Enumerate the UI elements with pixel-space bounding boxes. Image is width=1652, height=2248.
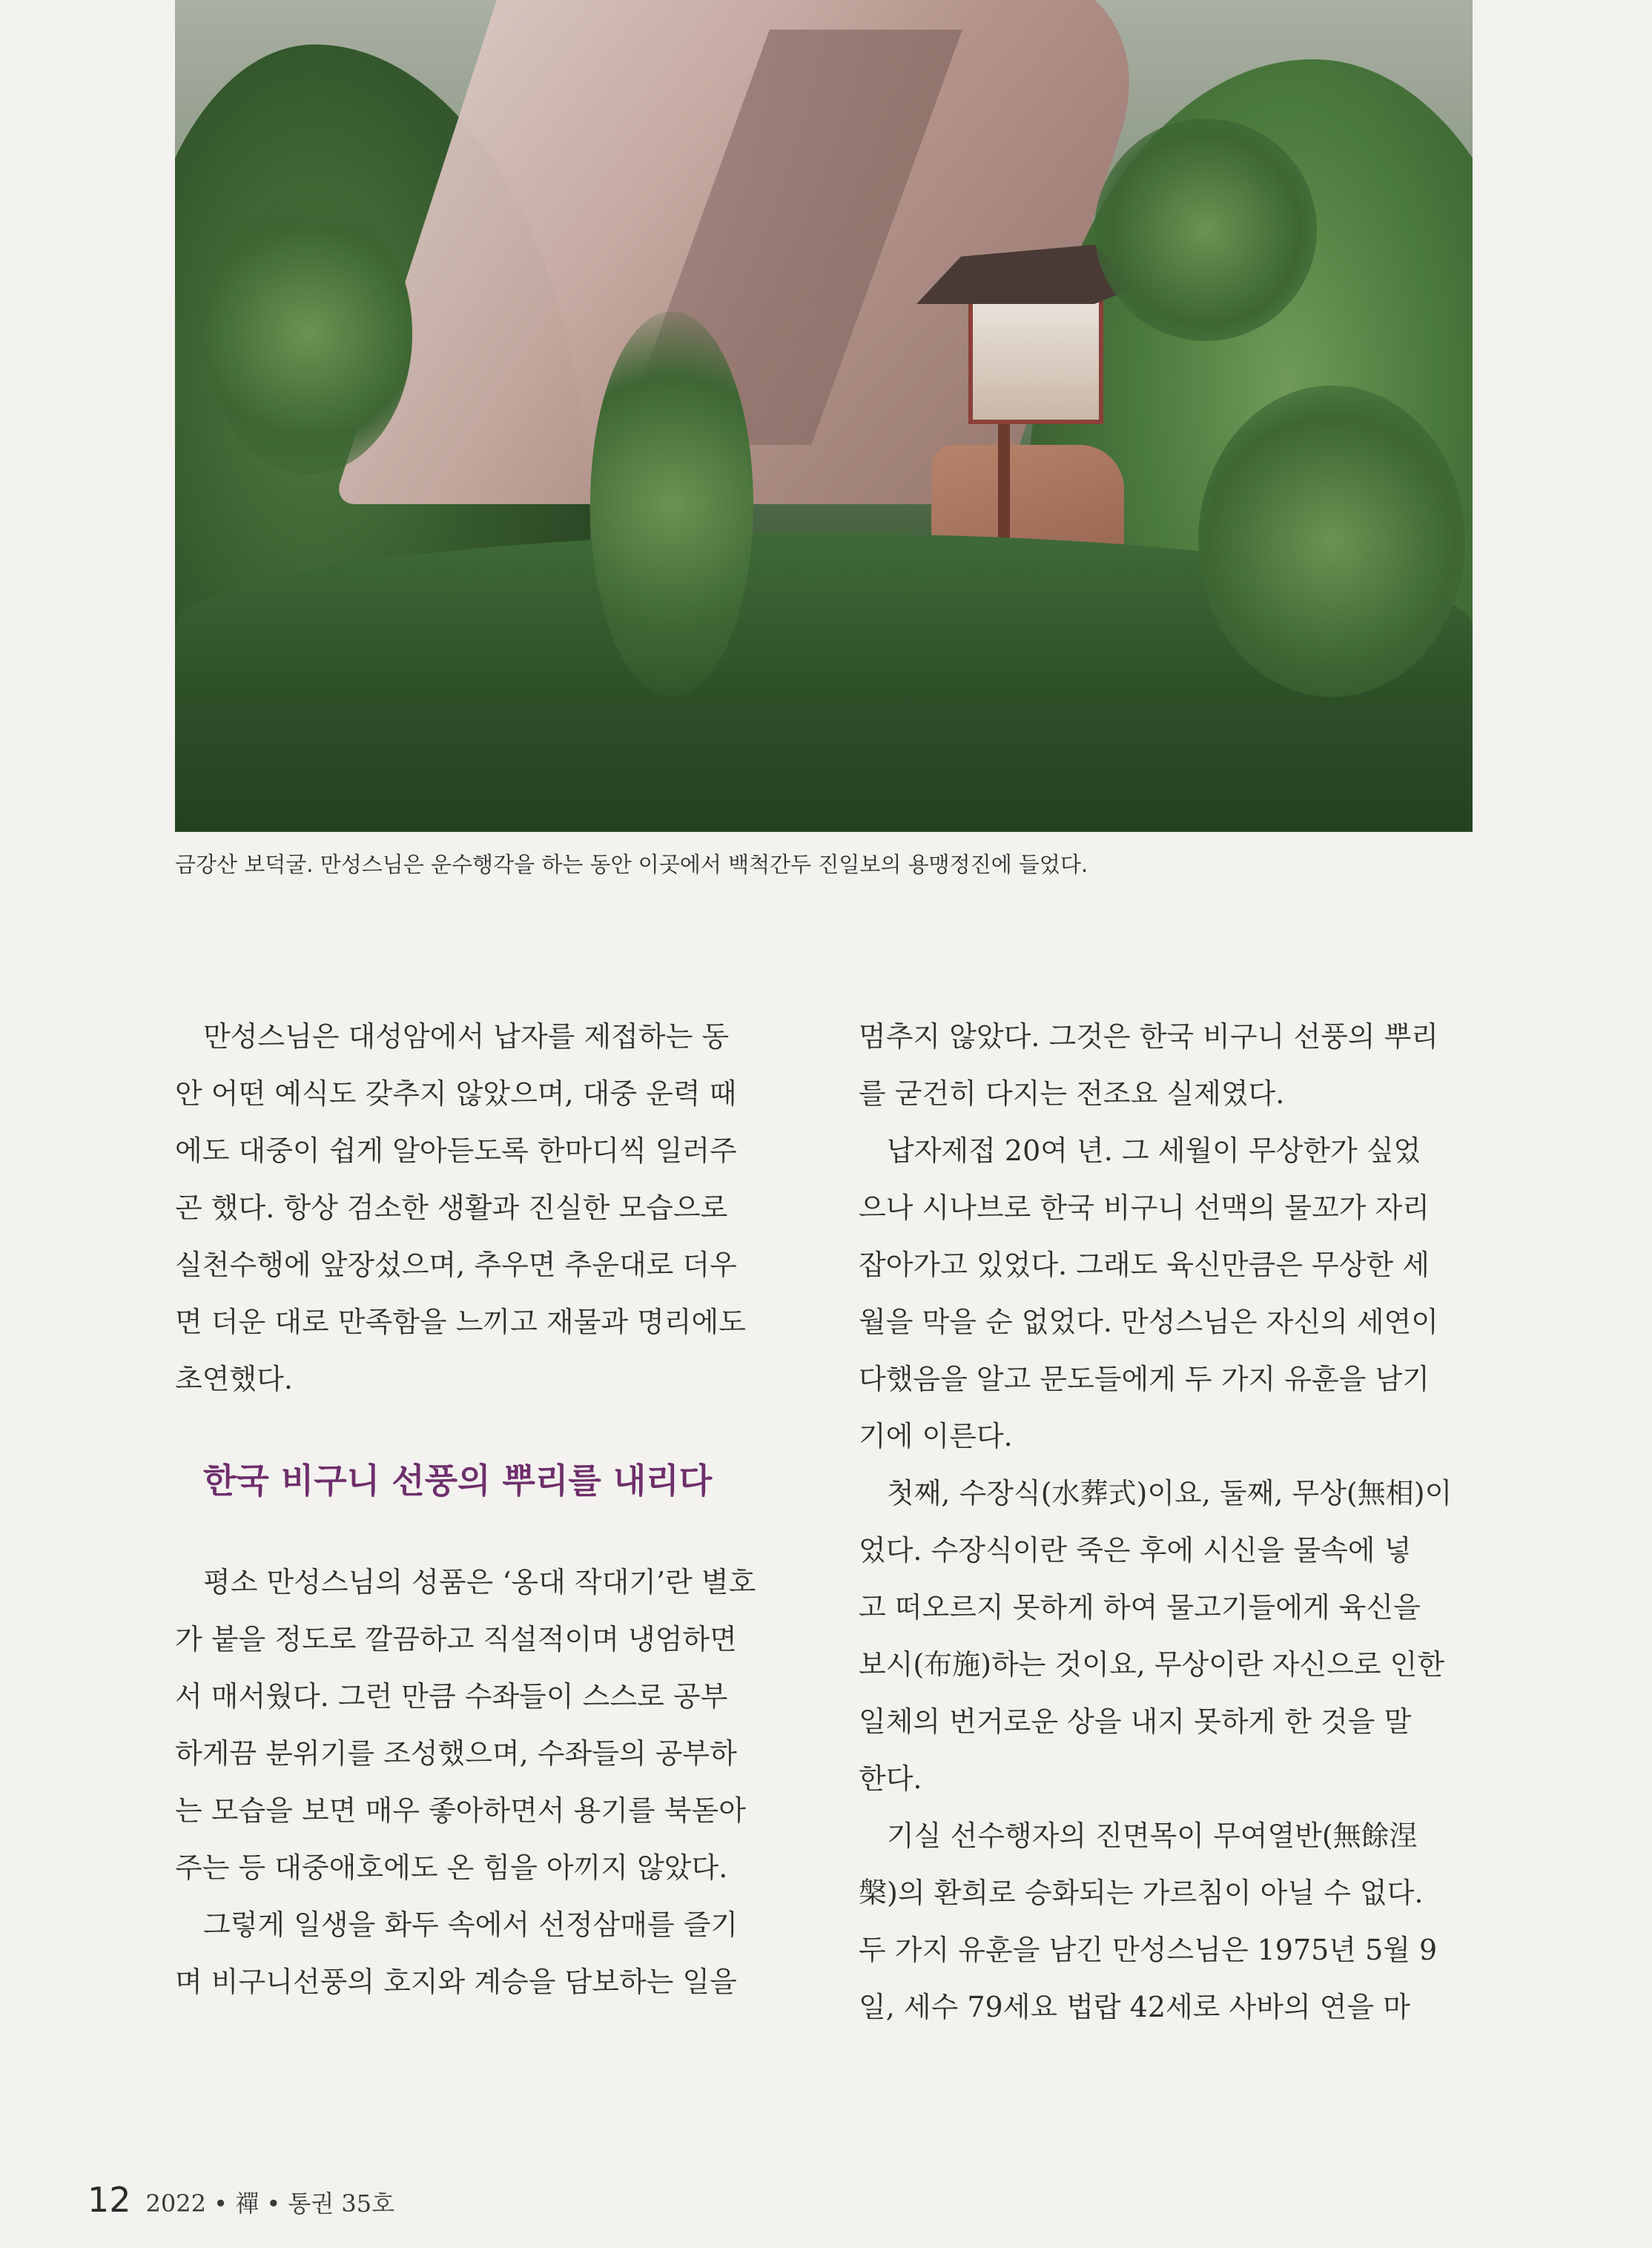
spacer (175, 1408, 787, 1452)
right-column (859, 1008, 1471, 2036)
body-paragraph: 기실 선수행자의 진면목이 무여열반(無餘涅 槃)의 환희로 승화되는 가르침이 아닐 수 없다. 두 가지 유훈을 남긴 만성스님은 1975년 5월 9 일, 세수 79세요 법랍 42세로 사바의 연을 마 (859, 1819, 1438, 2023)
page-footer (87, 2180, 394, 2220)
body-paragraph: 그렇게 일생을 화두 속에서 선정삼매를 즐기 며 비구니선풍의 호지와 계승을 담보하는 일을 (175, 1908, 739, 1998)
tree (1198, 386, 1465, 697)
body-paragraph: 멈추지 않았다. 그것은 한국 비구니 선풍의 뿌리 를 굳건히 다지는 전조요 실제였다. (859, 1020, 1439, 1110)
left-column (175, 1008, 787, 2011)
body-paragraph: 만성스님은 대성암에서 납자를 제접하는 동 안 어떤 예식도 갖추지 않았으며, 대중 운력 때 에도 대중이 쉽게 알아듣도록 한마디씩 일러주 곤 했다. 항상 검소한 생활과 진실한 모습으로 실천수행에 앞장섰으며, 추우면 추운대로 더우 면 더운 대로 만족함을 느끼고 재물과 명리에도 초연했다. (175, 1020, 746, 1395)
spacer (175, 1510, 787, 1554)
photo-caption: 금강산 보덕굴. 만성스님은 운수행각을 하는 동안 이곳에서 백척간두 진일보의 용맹정진에 들었다. (175, 852, 1088, 877)
tree (1094, 119, 1317, 341)
pavilion (968, 297, 1103, 424)
section-heading: 한국 비구니 선풍의 뿌리를 내리다 (203, 1461, 713, 1501)
issue-info: 2022 • 禪 • 통권 35호 (145, 2189, 395, 2218)
tree (590, 311, 753, 697)
tree (205, 193, 412, 475)
temple-cliff-photo (175, 0, 1473, 832)
body-paragraph: 첫째, 수장식(水葬式)이요, 둘째, 무상(無相)이 었다. 수장식이란 죽은 후에 시신을 물속에 넣 고 떠오르지 못하게 하여 물고기들에게 육신을 보시(布施)하는 것이요, 무상이란 자신으로 인한 일체의 번거로운 상을 내지 못하게 한 것을 말 한다. (859, 1477, 1453, 1795)
body-paragraph: 평소 만성스님의 성품은 ‘옹대 작대기’란 별호 가 붙을 정도로 깔끔하고 직설적이며 냉엄하면 서 매서웠다. 그런 만큼 수좌들이 스스로 공부 하게끔 분위기를 조성했으며, 수좌들의 공부하 는 모습을 보면 매우 좋아하면서 용기를 북돋아 주는 등 대중애호에도 온 힘을 아끼지 않았다. (175, 1566, 756, 1884)
page-number: 12 (87, 2180, 131, 2220)
body-paragraph: 납자제접 20여 년. 그 세월이 무상한가 싶었 으나 시나브로 한국 비구니 선맥의 물꼬가 자리 잡아가고 있었다. 그래도 육신만큼은 무상한 세 월을 막을 순 없었다. 만성스님은 자신의 세연이 다했음을 알고 문도들에게 두 가지 유훈을 남기 기에 이른다. (859, 1134, 1439, 1452)
